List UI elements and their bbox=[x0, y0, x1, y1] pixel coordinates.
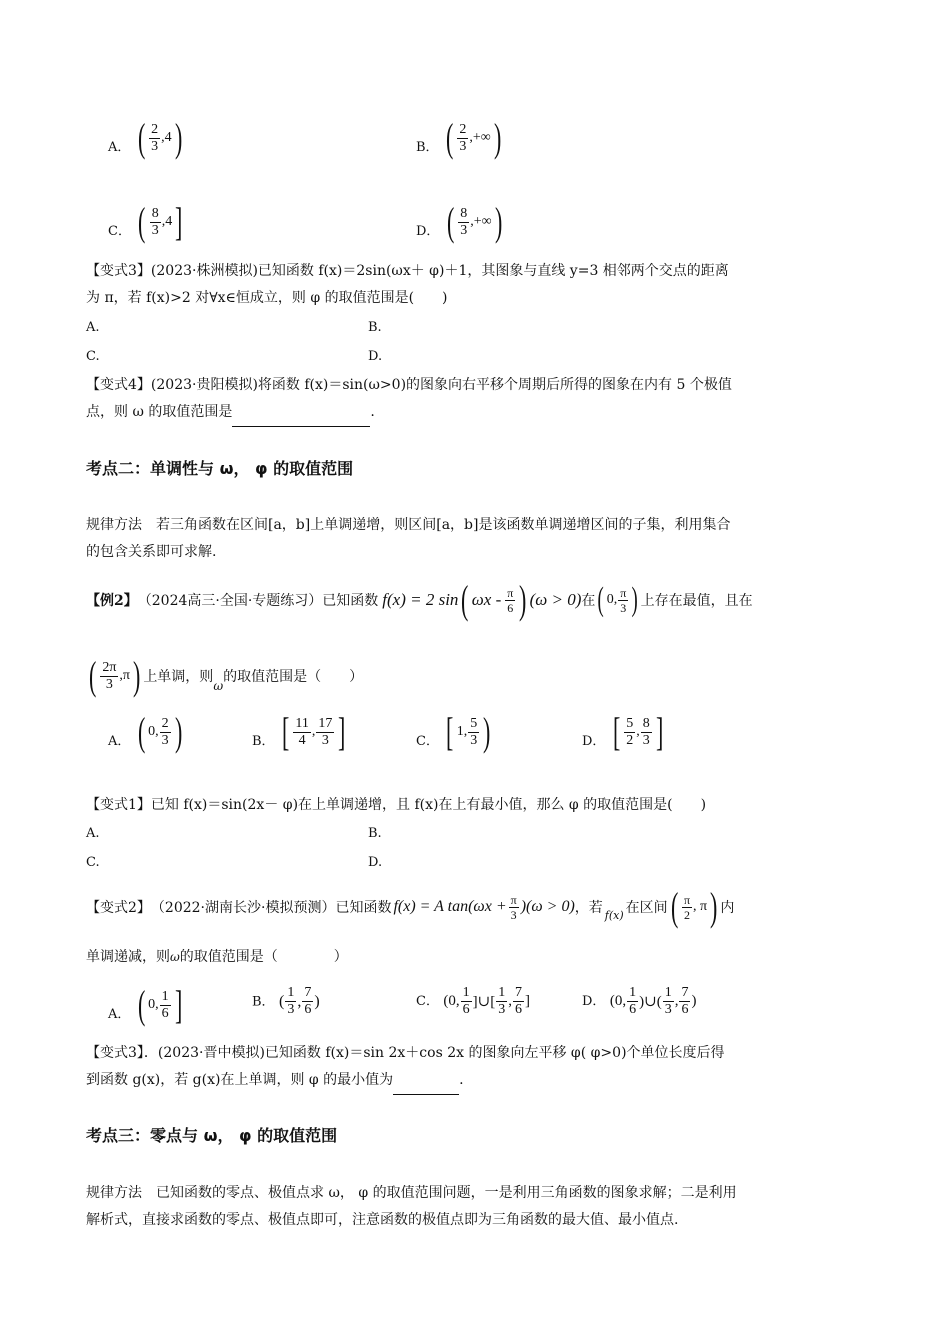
frac-num: 5 bbox=[470, 715, 478, 731]
variant3-b: 【变式3】．(2023·晋中模拟)已知函数 f(x)＝sin 2x＋cos 2x 的图象向左平移 φ( φ>0)个单位长度后得 到函数 g(x)，若 g(x)在上单调，则 φ 的最小值为 . bbox=[86, 1040, 866, 1095]
frac-num: 1 bbox=[462, 985, 470, 1000]
frac-num: 7 bbox=[304, 985, 312, 1000]
frac-den: 6 bbox=[462, 1002, 470, 1017]
variant1-b bbox=[86, 792, 866, 819]
frac-den: 3 bbox=[498, 1002, 506, 1017]
v2b-option-d: D． (0, $\frac{1}{6}$ )∪( $\frac{1}{3}$ , $\frac{7}{6}$ ) bbox=[582, 985, 697, 1017]
frac-den: 3 bbox=[459, 138, 467, 154]
option-a-prev: A． ( $\frac{2}{3}$ ,4 ) bbox=[108, 118, 185, 158]
frac-den: 3 bbox=[460, 222, 468, 238]
frac-den: 3 bbox=[151, 138, 159, 154]
example-tag: 【例2】 bbox=[86, 593, 138, 609]
frac-den: 3 bbox=[287, 1002, 295, 1017]
question-text: 已知 f(x)＝sin(2x－ φ)在上单调递增，且 f(x)在上有最小值，那么 φ 的取值范围是( ) bbox=[150, 797, 707, 813]
frac-num: 11 bbox=[295, 715, 309, 731]
frac-den: 2 bbox=[626, 732, 634, 748]
option-a: A. bbox=[86, 320, 100, 335]
option-b: B. bbox=[368, 320, 382, 335]
section-title: 考点二：单调性与 ω， φ 的取值范围 bbox=[86, 459, 354, 478]
frac-num: 17 bbox=[318, 715, 333, 731]
variant3-a bbox=[86, 258, 866, 312]
frac-num: 2 bbox=[459, 121, 467, 137]
question-text: (2023·贵阳模拟)将函数 f(x)＝sin(ω>0)的图象向右平移个周期后所得的图象在内有 5 个极值 bbox=[150, 377, 732, 393]
variant2-b-line2: 单调递减，则ω的取值范围是（ ） bbox=[86, 949, 348, 965]
frac-den: 3 bbox=[620, 600, 627, 615]
question-text: （2022·湖南长沙·模拟预测）已知函数 bbox=[150, 900, 392, 916]
option-text: ,4 bbox=[161, 130, 172, 145]
frac-den: 3 bbox=[470, 732, 478, 748]
variant-tag: 【变式4】 bbox=[86, 377, 151, 393]
option-c: C. bbox=[86, 855, 100, 870]
option-b-math: ( $\frac{2}{3}$ ,+∞ ) bbox=[446, 115, 502, 160]
option-c-math: ( $\frac{8}{3}$ ,4 ] bbox=[138, 199, 183, 244]
option-b-prev: B． ( $\frac{2}{3}$ ,+∞ ) bbox=[416, 118, 504, 158]
v2b-option-c: C． (0, $\frac{1}{6}$ ]∪[ $\frac{1}{3}$ , $\frac{7}{6}$ ] bbox=[416, 985, 530, 1017]
frac-num: π bbox=[510, 892, 517, 907]
variant-tag: 【变式3】 bbox=[86, 1045, 144, 1061]
option-text: ,+∞ bbox=[469, 130, 491, 145]
frac-num: 2 bbox=[161, 715, 169, 731]
frac-den: 6 bbox=[507, 600, 514, 615]
question-text: 点，则 ω 的取值范围是 bbox=[86, 404, 233, 420]
frac-den: 2 bbox=[683, 907, 690, 922]
frac-num: 8 bbox=[460, 205, 468, 221]
answer-blank bbox=[393, 1067, 459, 1095]
frac-den: 6 bbox=[514, 1002, 522, 1017]
option-text: ,4 bbox=[161, 214, 173, 229]
frac-num: 8 bbox=[151, 205, 159, 221]
interval-2: ( $\frac{2\pi}{3}$ ,π ) bbox=[88, 653, 141, 698]
option-text: ,+∞ bbox=[470, 214, 492, 229]
question-text: (2023·株洲模拟)已知函数 f(x)＝2sin(ωx＋ φ)＋1，其图象与直线 y=3 相邻两个交点的距离 bbox=[150, 263, 729, 279]
option-c: C. bbox=[86, 349, 100, 364]
question-text: （2024高三·全国·专题练习）已知函数 bbox=[137, 593, 379, 609]
ex2-option-c: C． [ 1, $\frac{5}{3}$ ) bbox=[416, 709, 491, 754]
frac-num: 2π bbox=[102, 659, 117, 675]
fx-symbol: f(x) bbox=[604, 908, 624, 922]
v2b-option-b: B． ( $\frac{1}{3}$ , $\frac{7}{6}$ ) bbox=[252, 985, 320, 1017]
frac-den: 6 bbox=[629, 1002, 637, 1017]
option-a-math: ( $\frac{2}{3}$ ,4 ) bbox=[137, 115, 183, 160]
example2-line1: 【例2】 （2024高三·全国·专题练习）已知函数 f(x) = 2 sin ( ωx - $\frac{\pi}{6}$ ) (ω > 0) 在 ( 0, $\frac{\pi}{3}$ ) 上存在最值，且在 bbox=[86, 577, 753, 622]
omega-symbol: ω bbox=[213, 679, 224, 693]
ex2-option-b: B． [ $\frac{11}{4}$ , $\frac{17}{3}$ ] bbox=[252, 709, 346, 754]
option-d: D. bbox=[368, 349, 383, 364]
frac-num: 2 bbox=[151, 121, 159, 137]
frac-num: 1 bbox=[161, 988, 169, 1004]
option-b: B. bbox=[368, 826, 382, 841]
frac-num: π bbox=[683, 892, 691, 907]
function-formula: f(x) = 2 sin ( ωx - $\frac{\pi}{6}$ ) (ω > 0) bbox=[382, 577, 582, 622]
interval-1: ( 0, $\frac{\pi}{3}$ ) bbox=[597, 581, 639, 618]
answer-blank bbox=[232, 399, 370, 427]
frac-num: 1 bbox=[664, 985, 672, 1000]
frac-num: π bbox=[507, 585, 514, 600]
method-text: 规律方法 若三角函数在区间[a，b]上单调递增，则区间[a，b]是该函数单调递增区间的子集，利用集合 的包含关系即可求解. bbox=[86, 517, 731, 560]
option-d-prev: D． ( $\frac{8}{3}$ ,+∞ ) bbox=[416, 202, 505, 242]
frac-den: 3 bbox=[161, 732, 169, 748]
frac-num: 7 bbox=[681, 985, 689, 1000]
ex2-option-d: D． [ $\frac{5}{2}$ , $\frac{8}{3}$ ] bbox=[582, 709, 664, 754]
interval: ( $\frac{\pi}{2}$ , π ) bbox=[670, 884, 718, 929]
variant2-b-line1: 【变式2】 （2022·湖南长沙·模拟预测）已知函数 f(x) = A tan(ωx + $\frac{\pi}{3}$ )(ω > 0) ，若 f(x) 在区间 ( $\frac{\pi}{2}$ , π ) 内 bbox=[86, 884, 735, 929]
variant-tag: 【变式3】 bbox=[86, 263, 151, 279]
v2b-option-a: A． ( 0, $\frac{1}{6}$ ] bbox=[108, 982, 183, 1027]
omega-symbol: ω bbox=[170, 950, 180, 964]
ex2-option-a: A． ( 0, $\frac{2}{3}$ ) bbox=[108, 709, 183, 754]
method-text: 规律方法 已知函数的零点、极值点求 ω， φ 的取值范围问题，一是利用三角函数的图象求解；二是利用 解析式，直接求函数的零点、极值点即可，注意函数的极值点即为三角函数的最大值、最小值点. bbox=[86, 1185, 737, 1228]
example2-line2: ( $\frac{2\pi}{3}$ ,π ) 上单调，则 ω 的取值范围是（ ） bbox=[86, 652, 363, 700]
variant-tag: 【变式2】 bbox=[86, 900, 151, 916]
option-c-prev: C． ( $\frac{8}{3}$ ,4 ] bbox=[108, 202, 186, 242]
frac-den: 6 bbox=[681, 1002, 689, 1017]
variant4-a: 【变式4】(2023·贵阳模拟)将函数 f(x)＝sin(ω>0)的图象向右平移个周期后所得的图象在内有 5 个极值 点，则 ω 的取值范围是 . bbox=[86, 372, 866, 427]
function-formula: f(x) = A tan(ωx + $\frac{\pi}{3}$ )(ω > 0) bbox=[393, 892, 575, 922]
frac-num: 1 bbox=[629, 985, 637, 1000]
frac-num: 5 bbox=[626, 715, 634, 731]
frac-den: 3 bbox=[321, 732, 329, 748]
frac-den: 3 bbox=[105, 676, 113, 692]
frac-den: 3 bbox=[664, 1002, 672, 1017]
frac-den: 4 bbox=[298, 732, 306, 748]
frac-num: 7 bbox=[514, 985, 522, 1000]
section-title: 考点三：零点与 ω， φ 的取值范围 bbox=[86, 1126, 338, 1145]
frac-num: π bbox=[620, 585, 627, 600]
frac-den: 3 bbox=[151, 222, 159, 238]
frac-num: 1 bbox=[287, 985, 295, 1000]
question-text: 为 π，若 f(x)>2 对∀x∈恒成立，则 φ 的取值范围是( ) bbox=[86, 290, 448, 306]
frac-den: 3 bbox=[642, 732, 650, 748]
frac-num: 1 bbox=[498, 985, 506, 1000]
frac-den: 6 bbox=[304, 1002, 312, 1017]
option-d: D. bbox=[368, 855, 383, 870]
option-d-math: ( $\frac{8}{3}$ ,+∞ ) bbox=[446, 199, 502, 244]
option-a: A. bbox=[86, 826, 100, 841]
variant-tag: 【变式1】 bbox=[86, 797, 151, 813]
frac-den: 3 bbox=[510, 907, 517, 922]
question-text: ．(2023·晋中模拟)已知函数 f(x)＝sin 2x＋cos 2x 的图象向左平移 φ( φ>0)个单位长度后得 bbox=[143, 1045, 725, 1061]
frac-den: 6 bbox=[161, 1005, 169, 1021]
frac-num: 8 bbox=[642, 715, 650, 731]
